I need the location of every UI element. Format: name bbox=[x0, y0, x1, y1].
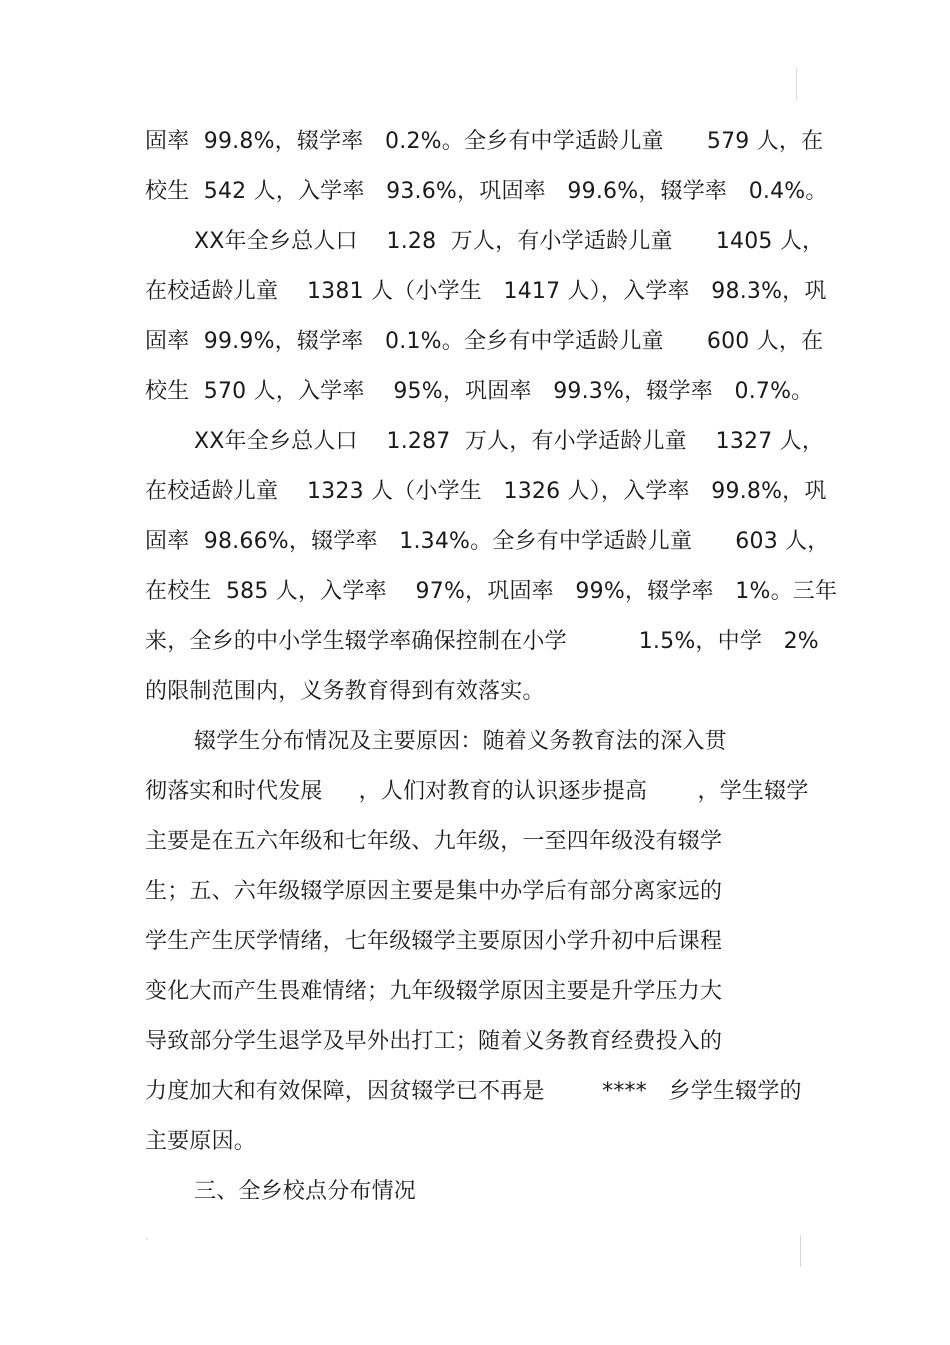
text-line: 生；五、六年级辍学原因主要是集中办学后有部分离家远的 bbox=[145, 879, 723, 904]
text-line: 在校适龄儿童 1323 人（小学生 1326 人），入学率 99.8%，巩 bbox=[145, 479, 827, 504]
text-line: 主要是在五六年级和七年级、九年级，一至四年级没有辍学 bbox=[145, 829, 723, 854]
paragraph-first-line: XX年全乡总人口 1.287 万人，有小学适龄儿童 1327 人， bbox=[194, 429, 825, 454]
section-heading: 三、全乡校点分布情况 bbox=[194, 1179, 417, 1204]
page-corner-mark-top bbox=[796, 68, 797, 100]
text-line: 校生 542 人，入学率 93.6%，巩固率 99.6%，辍学率 0.4%。 bbox=[145, 179, 828, 204]
text-line: 变化大而产生畏难情绪；九年级辍学原因主要是升学压力大 bbox=[145, 979, 723, 1004]
text-line: 来，全乡的中小学生辍学率确保控制在小学 1.5%，中学 2% bbox=[145, 629, 819, 654]
text-line: 主要原因。 bbox=[145, 1129, 257, 1154]
text-line: 力度加大和有效保障，因贫辍学已不再是 **** 乡学生辍学的 bbox=[145, 1079, 802, 1104]
text-line: 固率 98.66%，辍学率 1.34%。全乡有中学适龄儿童 603 人， bbox=[145, 529, 830, 554]
page-dot-mark bbox=[146, 1238, 148, 1240]
text-line: 固率 99.8%，辍学率 0.2%。全乡有中学适龄儿童 579 人，在 bbox=[145, 129, 824, 154]
paragraph-first-line: 辍学生分布情况及主要原因：随着义务教育法的深入贯 bbox=[194, 729, 727, 754]
page-corner-mark-bottom bbox=[800, 1235, 801, 1267]
text-line: 校生 570 人，入学率 95%，巩固率 99.3%，辍学率 0.7%。 bbox=[145, 379, 814, 404]
text-line: 固率 99.9%，辍学率 0.1%。全乡有中学适龄儿童 600 人，在 bbox=[145, 329, 824, 354]
text-line: 在校适龄儿童 1381 人（小学生 1417 人），入学率 98.3%，巩 bbox=[145, 279, 827, 304]
text-line: 学生产生厌学情绪，七年级辍学主要原因小学升初中后课程 bbox=[145, 929, 723, 954]
paragraph-first-line: XX年全乡总人口 1.28 万人，有小学适龄儿童 1405 人， bbox=[194, 229, 825, 254]
text-line: 在校生 585 人，入学率 97%，巩固率 99%，辍学率 1%。三年 bbox=[145, 579, 838, 604]
text-line: 彻落实和时代发展 ，人们对教育的认识逐步提高 ，学生辍学 bbox=[145, 779, 809, 804]
text-line: 导致部分学生退学及早外出打工；随着义务教育经费投入的 bbox=[145, 1029, 723, 1054]
text-line: 的限制范围内，义务教育得到有效落实。 bbox=[145, 679, 545, 704]
